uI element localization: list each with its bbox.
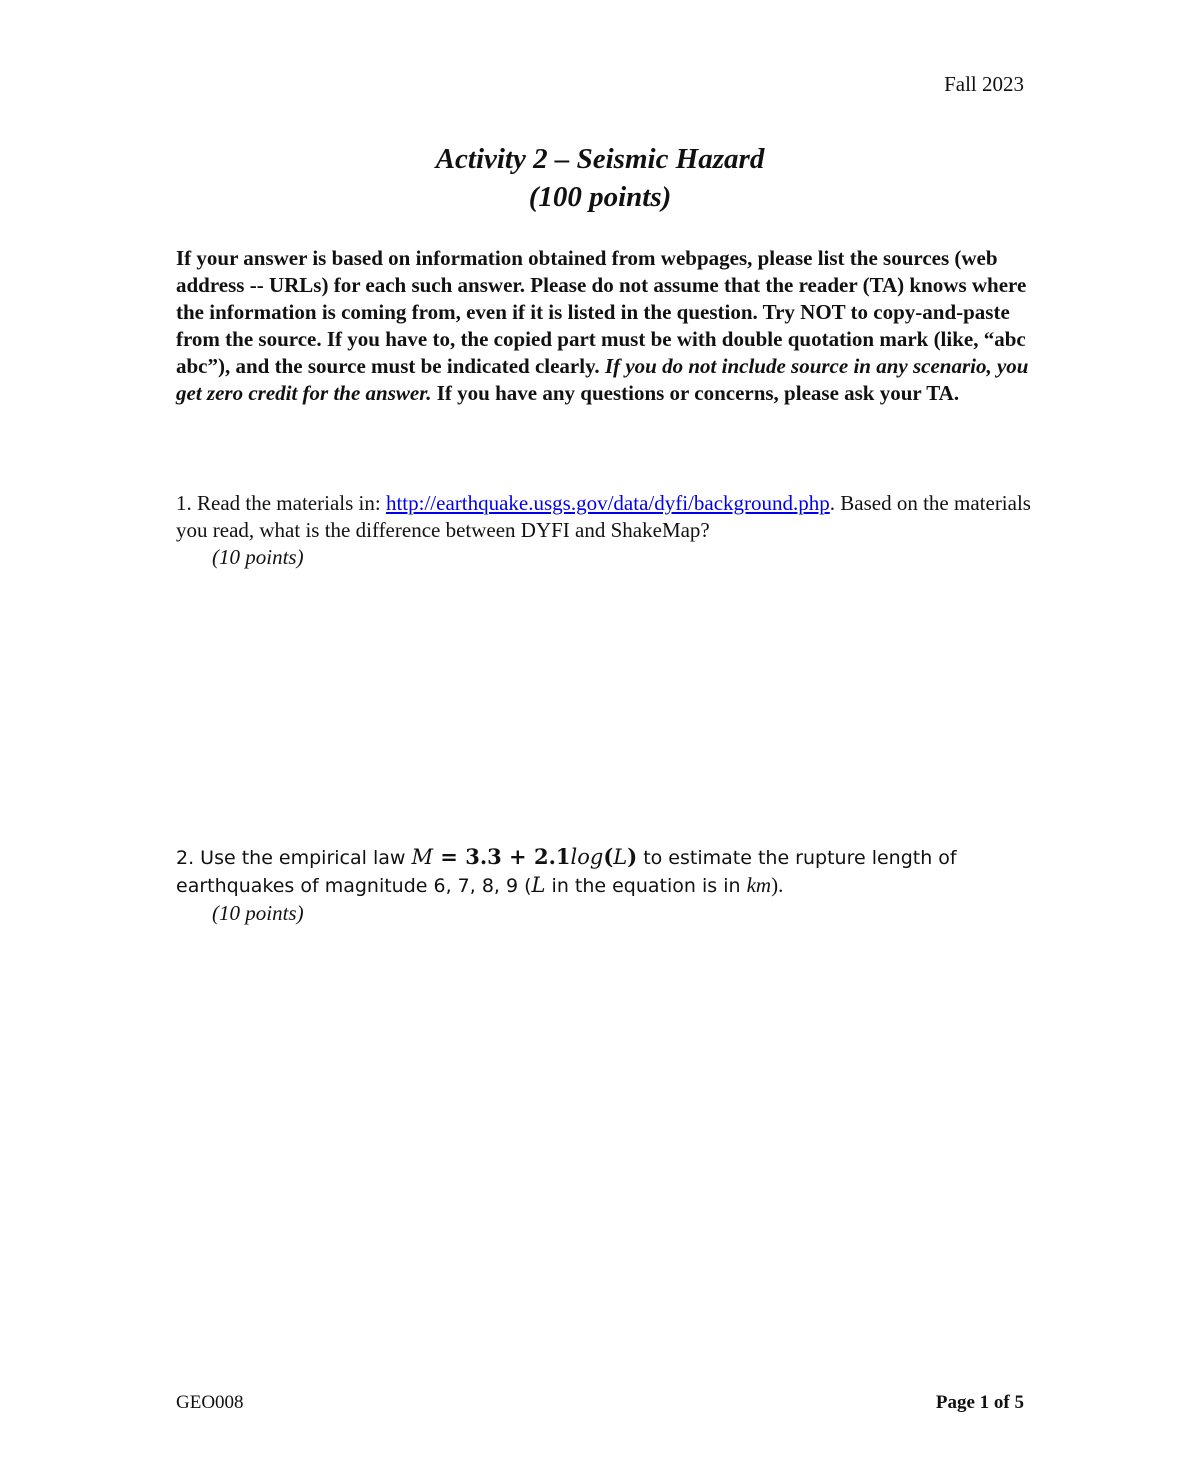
eq-plus: +: [501, 844, 534, 869]
empirical-law-equation: [411, 845, 637, 869]
question-1-prefix: 1. Read the materials in:: [176, 491, 386, 515]
footer-course: GEO008: [176, 1392, 244, 1413]
page-title: [0, 140, 1200, 216]
eq-log: log: [570, 845, 604, 869]
question-2: [176, 843, 1036, 927]
eq-const-a: 3.3: [465, 844, 502, 869]
title-line-2: (100 points): [528, 181, 672, 213]
question-2-var-l: L: [531, 873, 546, 897]
term-label: Fall 2023: [944, 72, 1024, 96]
eq-l: L: [613, 845, 628, 869]
instructions-paragraph: [176, 245, 1036, 407]
question-2-points: (10 points): [212, 901, 304, 925]
question-2-prefix: 2. Use the empirical law: [176, 847, 412, 869]
question-1: [176, 490, 1036, 571]
dyfi-background-link[interactable]: http://earthquake.usgs.gov/data/dyfi/background.php: [385, 491, 830, 515]
question-1-text: . Based on the materials you read, what is the difference between DYFI and ShakeMap?: [176, 491, 1031, 542]
footer-page-number: Page 1 of 5: [935, 1392, 1024, 1413]
instructions-part-1: If your answer is based on information obtained from webpages, please list the sources (web address -- URLs) for each such answer. Please do not assume that the reader (TA) knows where the information is coming from, even if it is listed in the question. Try NOT to copy-and-paste from the source. If you have to, the copied part must be with double quotation mark (like, “abc abc”), and the source must be indicated clearly.: [176, 246, 1027, 378]
instructions-part-3: If you have any questions or concerns, please ask your TA.: [431, 381, 960, 405]
eq-equals: =: [432, 844, 466, 869]
eq-const-b: 2.1: [533, 844, 571, 869]
instructions-warning: If you do not include source in any scenario, you get zero credit for the answer.: [176, 354, 1029, 405]
eq-m: M: [411, 845, 433, 869]
title-line-1: Activity 2 – Seismic Hazard: [435, 143, 765, 175]
eq-open-paren: (: [603, 844, 614, 869]
question-2-text: to estimate the rupture length of earthquakes of magnitude 6, 7, 8, 9 (: [176, 847, 957, 897]
question-2-end: ).: [771, 873, 784, 897]
question-1-points: (10 points): [212, 545, 304, 569]
question-2-unit: km: [746, 873, 772, 897]
question-2-text-2: in the equation is in: [545, 875, 747, 897]
eq-close-paren: ): [627, 844, 638, 869]
